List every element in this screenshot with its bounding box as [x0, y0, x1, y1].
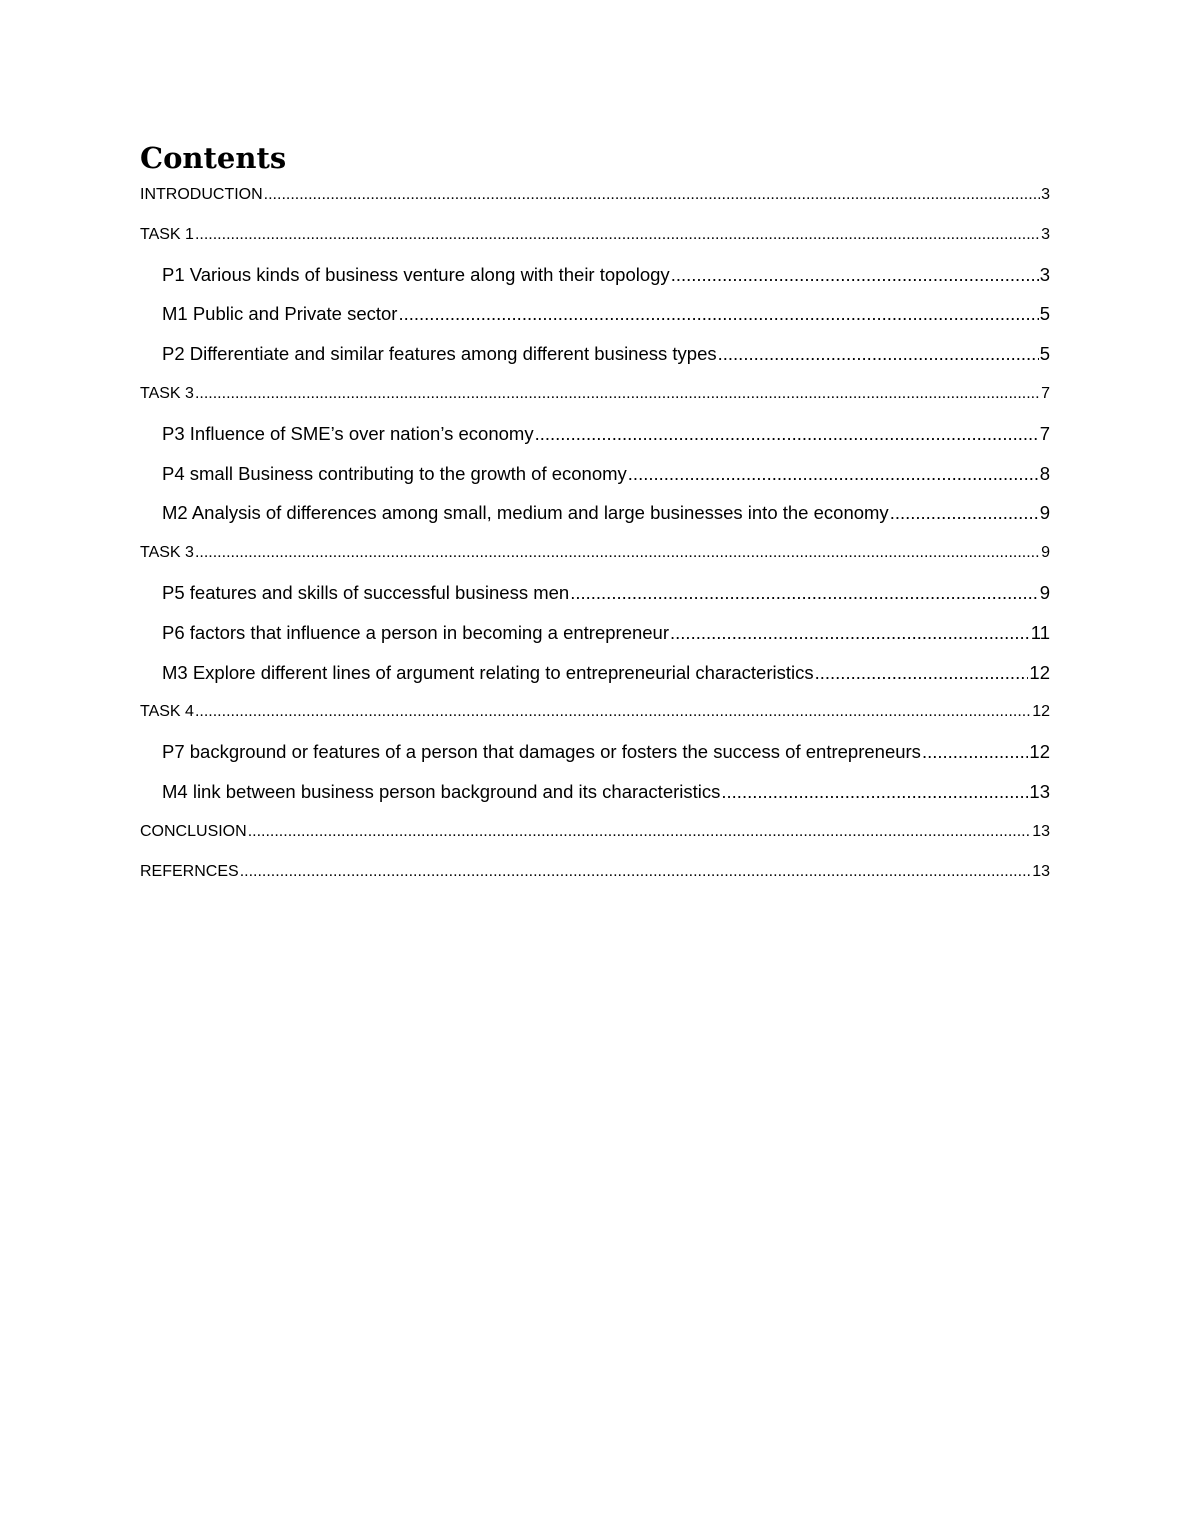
toc-page-number: 7: [1041, 384, 1050, 402]
toc-entry-text: M1 Public and Private sector: [162, 303, 398, 325]
toc-page-number: 12: [1029, 741, 1050, 763]
toc-dot-leader: [398, 299, 1038, 329]
toc-page-number: 9: [1041, 544, 1050, 562]
toc-entry[interactable]: [140, 857, 1050, 897]
toc-entry-text: P6 factors that influence a person in becoming a entrepreneur: [162, 621, 670, 643]
toc-dot-leader: [248, 817, 1032, 847]
toc-entry-text: P7 background or features of a person that damages or fosters the success of entrepreneurs: [162, 741, 921, 763]
toc-dot-leader: [195, 379, 1040, 409]
toc-dot-leader: [671, 260, 1039, 290]
toc-page-number: 3: [1039, 263, 1050, 285]
toc-entry-text: INTRODUCTION: [140, 186, 263, 203]
toc-page-number: 3: [1041, 186, 1050, 203]
toc-entry[interactable]: [140, 299, 1050, 339]
toc-page-number: 13: [1032, 862, 1050, 880]
toc-page-number: 12: [1032, 703, 1050, 721]
toc-entry[interactable]: [140, 697, 1050, 737]
toc-entry[interactable]: [140, 777, 1050, 817]
toc-entry-text: TASK 1: [140, 225, 194, 243]
toc-page-number: 8: [1039, 462, 1050, 484]
toc-entry-text: M3 Explore different lines of argument relating to entrepreneurial characteristics: [162, 661, 814, 683]
toc-dot-leader: [721, 777, 1028, 807]
toc-entry[interactable]: [140, 379, 1050, 419]
toc-entry[interactable]: [140, 459, 1050, 499]
toc-entry-text: TASK 3: [140, 544, 194, 562]
toc-entry[interactable]: [140, 538, 1050, 578]
toc-dot-leader: [535, 419, 1039, 449]
toc-entry-text: REFERNCES: [140, 862, 239, 880]
toc-entry-text: TASK 4: [140, 703, 194, 721]
toc-page-number: 12: [1029, 661, 1050, 683]
toc-entry[interactable]: [140, 498, 1050, 538]
toc-entry[interactable]: [140, 339, 1050, 379]
toc-entry[interactable]: [140, 618, 1050, 658]
toc-dot-leader: [570, 578, 1039, 608]
toc-entry[interactable]: [140, 220, 1050, 260]
toc-entry[interactable]: [140, 419, 1050, 459]
toc-entry-text: P4 small Business contributing to the growth of economy: [162, 462, 627, 484]
toc-entry[interactable]: [140, 658, 1050, 698]
toc-page-number: 9: [1039, 502, 1050, 524]
toc-entry-text: P5 features and skills of successful business men: [162, 581, 570, 603]
toc-entry[interactable]: [140, 737, 1050, 777]
toc-dot-leader: [195, 220, 1040, 250]
toc-dot-leader: [815, 658, 1029, 688]
toc-dot-leader: [718, 339, 1039, 369]
toc-entry-text: TASK 3: [140, 384, 194, 402]
toc-dot-leader: [264, 180, 1040, 210]
toc-dot-leader: [195, 697, 1031, 727]
toc-dot-leader: [628, 459, 1039, 489]
toc-entry-text: P3 Influence of SME’s over nation’s economy: [162, 422, 534, 444]
toc-page-number: 5: [1039, 303, 1050, 325]
toc-page-number: 3: [1041, 225, 1050, 243]
toc-dot-leader: [240, 857, 1032, 887]
toc-page-number: 5: [1039, 343, 1050, 365]
toc-page-number: 11: [1030, 621, 1050, 643]
toc-entry[interactable]: [140, 180, 1050, 220]
toc-page-number: 13: [1032, 822, 1050, 840]
toc-page-number: 9: [1039, 581, 1050, 603]
table-of-contents: [140, 180, 1050, 896]
toc-page-number: 7: [1039, 422, 1050, 444]
toc-entry[interactable]: [140, 817, 1050, 857]
toc-dot-leader: [890, 498, 1039, 528]
toc-title: Contents: [140, 141, 287, 175]
toc-entry-text: P2 Differentiate and similar features among different business types: [162, 343, 717, 365]
toc-entry-text: M4 link between business person background and its characteristics: [162, 780, 721, 802]
toc-entry-text: M2 Analysis of differences among small, medium and large businesses into the economy: [162, 502, 889, 524]
toc-dot-leader: [922, 737, 1028, 767]
toc-entry[interactable]: [140, 260, 1050, 300]
toc-dot-leader: [670, 618, 1030, 648]
toc-page-number: 13: [1029, 780, 1050, 802]
toc-entry[interactable]: [140, 578, 1050, 618]
toc-entry-text: CONCLUSION: [140, 822, 247, 840]
toc-dot-leader: [195, 538, 1040, 568]
toc-entry-text: P1 Various kinds of business venture along with their topology: [162, 263, 670, 285]
